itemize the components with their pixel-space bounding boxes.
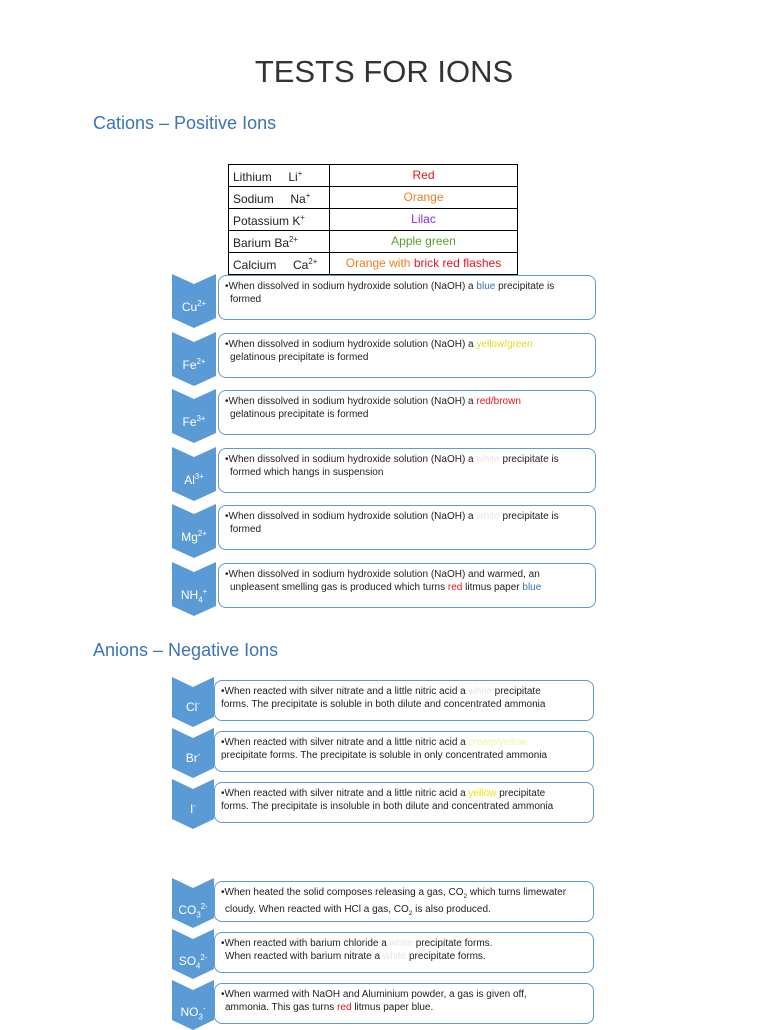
test-text: precipitate forms. The precipitate is soluble in only concentrated ammonia	[221, 750, 548, 761]
anions-heading: Anions – Negative Ions	[93, 640, 279, 660]
test-line-2	[225, 466, 589, 479]
flame-ion-cell	[229, 231, 330, 253]
precipitate-colour: white	[468, 686, 492, 697]
ion-symbol: Mg	[181, 530, 198, 544]
precipitate-colour: yellow	[468, 788, 497, 799]
test-text: •When dissolved in sodium hydroxide solution (NaOH) a	[225, 338, 477, 350]
ion-name: Sodium	[233, 192, 291, 206]
test-line-2	[221, 800, 587, 813]
test-line-2	[221, 749, 587, 762]
flame-ion-cell	[229, 253, 330, 275]
superscript: -	[197, 699, 200, 708]
cation-test-box	[218, 448, 596, 493]
ion-symbol: Cu	[181, 300, 198, 314]
ion-label	[172, 699, 214, 714]
test-text: •When reacted with silver nitrate and a little nitric acid a	[221, 737, 469, 748]
test-text: •When reacted with silver nitrate and a little nitric acid a	[221, 686, 469, 697]
test-text: •When dissolved in sodium hydroxide solution (NaOH) a	[225, 396, 477, 407]
ion-name: Potassium	[233, 214, 293, 228]
precipitate-colour: blue	[476, 281, 496, 292]
test-text: precipitate forms.	[406, 951, 486, 962]
ion-symbol: Na	[290, 192, 306, 206]
ion-label	[172, 801, 214, 816]
precipitate-colour: yellow/green	[476, 338, 533, 350]
ion-symbol: Br	[185, 751, 198, 765]
superscript: 2+	[197, 299, 207, 308]
cation-test-box	[218, 333, 596, 378]
ion-label	[172, 414, 216, 429]
test-text: •When reacted with barium chloride a	[221, 938, 390, 949]
ion-label	[172, 1004, 214, 1021]
superscript: 2+	[289, 235, 298, 244]
superscript: 2+	[196, 356, 206, 366]
test-text: precipitate is	[495, 281, 555, 292]
test-text: ammonia. This gas turns	[225, 1002, 338, 1013]
subscript: 2	[408, 910, 413, 917]
halide-test-box	[214, 731, 594, 772]
ion-label	[172, 472, 216, 487]
test-line-2	[221, 950, 587, 963]
test-line-1	[225, 453, 589, 466]
test-text: When reacted with barium nitrate a	[225, 951, 383, 962]
subscript: 2	[463, 893, 468, 900]
test-text: •When dissolved in sodium hydroxide solution (NaOH) a	[225, 281, 477, 292]
subscript: 4	[198, 594, 203, 604]
test-line-2	[225, 408, 589, 421]
anion-test-box	[214, 932, 594, 973]
flame-row	[229, 165, 518, 187]
test-text: precipitate forms.	[412, 938, 493, 949]
test-line-2	[225, 293, 589, 306]
ion-symbol: NO	[180, 1005, 199, 1019]
litmus-blue: blue	[522, 581, 542, 593]
test-text: •When heated the solid composes releasing a gas, CO	[221, 887, 464, 898]
ion-label	[172, 902, 214, 919]
flame-ion-cell	[229, 187, 330, 209]
flame-colour-cell	[330, 187, 518, 209]
superscript: 3+	[196, 414, 206, 423]
test-line-1	[221, 988, 587, 1001]
subscript: 4	[196, 961, 201, 971]
ion-symbol: SO	[178, 954, 197, 968]
test-line-2	[225, 351, 589, 364]
flame-colour: Apple green	[391, 234, 456, 248]
ion-symbol: I	[190, 802, 194, 816]
subscript: 3	[198, 1012, 203, 1022]
flame-colour-cell	[330, 209, 518, 231]
precipitate-colour: cream/yellow	[468, 737, 527, 748]
flame-ion-cell	[229, 165, 330, 187]
superscript: 2+	[197, 529, 207, 538]
ion-label	[172, 750, 214, 765]
litmus-red: red	[447, 581, 463, 593]
flame-row	[229, 231, 518, 253]
test-text: litmus paper	[462, 581, 523, 593]
superscript: -	[202, 1004, 206, 1013]
test-line-2	[225, 523, 589, 536]
halide-test-box	[214, 782, 594, 823]
test-line-1	[225, 395, 589, 408]
test-line-1	[225, 510, 589, 523]
superscript: 2-	[200, 902, 208, 911]
superscript: 2-	[200, 953, 208, 962]
ion-symbol: Ca	[293, 258, 309, 272]
cations-heading: Cations – Positive Ions	[93, 113, 277, 133]
ion-symbol: Ba	[274, 236, 290, 250]
test-text: which turns limewater	[467, 887, 567, 898]
test-line-1	[221, 937, 587, 950]
test-text: formed	[230, 294, 262, 305]
test-text: gelatinous precipitate is formed	[230, 409, 369, 420]
ion-symbol: NH	[180, 587, 199, 602]
flame-colour-cell	[330, 253, 518, 275]
superscript: -	[197, 750, 201, 759]
flame-row	[229, 253, 518, 275]
test-text: cloudy. When reacted with HCl a gas, CO	[225, 904, 409, 915]
cation-test-box	[218, 390, 596, 435]
superscript: 3+	[194, 471, 204, 481]
ion-symbol: Fe	[182, 357, 197, 372]
ion-symbol: K	[292, 214, 301, 228]
superscript: +	[297, 169, 303, 178]
ion-label	[172, 357, 216, 372]
flame-test-table	[228, 164, 518, 275]
ion-name: Lithium	[233, 170, 289, 184]
page-title: TESTS FOR IONS	[254, 54, 514, 89]
test-text: precipitate is	[499, 511, 559, 522]
test-text: precipitate is	[499, 453, 559, 465]
ion-label	[172, 299, 216, 314]
test-text: forms. The precipitate is soluble in both dilute and concentrated ammonia	[221, 699, 546, 710]
test-text: •When dissolved in sodium hydroxide solution (NaOH) a	[225, 453, 477, 465]
test-line-2	[221, 903, 587, 920]
test-line-1	[225, 568, 589, 581]
flame-colour: Orange	[403, 190, 444, 204]
test-line-2	[221, 698, 587, 711]
cation-test-box	[218, 563, 596, 608]
flame-colour: brick red flashes	[413, 256, 502, 270]
flame-colour: Lilac	[411, 212, 436, 226]
superscript: 2+	[308, 257, 318, 266]
ion-name: Calcium	[233, 258, 294, 272]
flame-row	[229, 187, 518, 209]
test-line-1	[221, 736, 587, 749]
flame-colour: Orange with	[345, 256, 414, 270]
flame-colour-cell	[330, 165, 518, 187]
precipitate-colour: white	[476, 511, 500, 522]
precipitate-colour: white	[476, 453, 500, 465]
ion-symbol: Al	[184, 472, 195, 487]
superscript: +	[300, 213, 305, 222]
test-text: litmus paper blue.	[351, 1002, 434, 1013]
test-line-1	[221, 787, 587, 800]
ion-symbol: Cl	[186, 700, 198, 714]
ion-symbol: CO	[178, 903, 197, 917]
test-line-2	[221, 1001, 587, 1014]
test-text: forms. The precipitate is insoluble in both dilute and concentrated ammonia	[221, 801, 554, 812]
test-text: unpleasent smelling gas is produced which turns	[230, 581, 448, 593]
superscript: -	[193, 801, 196, 810]
test-text: precipitate	[491, 686, 541, 697]
flame-ion-cell	[229, 209, 330, 231]
test-text: formed	[230, 524, 262, 535]
halide-test-box	[214, 680, 594, 721]
anion-test-box	[214, 983, 594, 1024]
cation-test-box	[218, 275, 596, 320]
test-text: is also produced.	[412, 904, 491, 915]
superscript: +	[202, 586, 208, 596]
ion-name: Barium	[233, 236, 275, 250]
test-text: •When dissolved in sodium hydroxide solution (NaOH) a	[225, 511, 477, 522]
ion-label	[172, 529, 216, 544]
test-line-2	[225, 581, 589, 594]
test-line-1	[221, 685, 587, 698]
flame-row	[229, 209, 518, 231]
test-text: •When warmed with NaOH and Aluminium powder, a gas is given off,	[221, 989, 527, 1000]
ion-label	[172, 587, 216, 604]
ion-symbol: Fe	[182, 415, 197, 429]
cation-test-box	[218, 505, 596, 550]
anion-test-box	[214, 881, 594, 922]
test-line-1	[225, 338, 589, 351]
test-text: formed which hangs in suspension	[230, 466, 384, 478]
superscript: +	[305, 191, 311, 200]
test-text: gelatinous precipitate is formed	[230, 351, 369, 363]
ion-symbol: Li	[288, 170, 298, 184]
test-line-1	[221, 886, 587, 903]
litmus-red: red	[337, 1002, 352, 1013]
precipitate-colour: white	[382, 951, 407, 962]
test-text: precipitate	[496, 788, 546, 799]
test-text: •When dissolved in sodium hydroxide solution (NaOH) and warmed, an	[225, 568, 540, 580]
flame-colour: Red	[412, 168, 435, 182]
test-text: •When reacted with silver nitrate and a little nitric acid a	[221, 788, 469, 799]
test-line-1	[225, 280, 589, 293]
subscript: 3	[196, 910, 201, 920]
precipitate-colour: white	[389, 938, 413, 949]
flame-colour-cell	[330, 231, 518, 253]
precipitate-colour: red/brown	[476, 396, 521, 407]
ion-label	[172, 953, 214, 970]
